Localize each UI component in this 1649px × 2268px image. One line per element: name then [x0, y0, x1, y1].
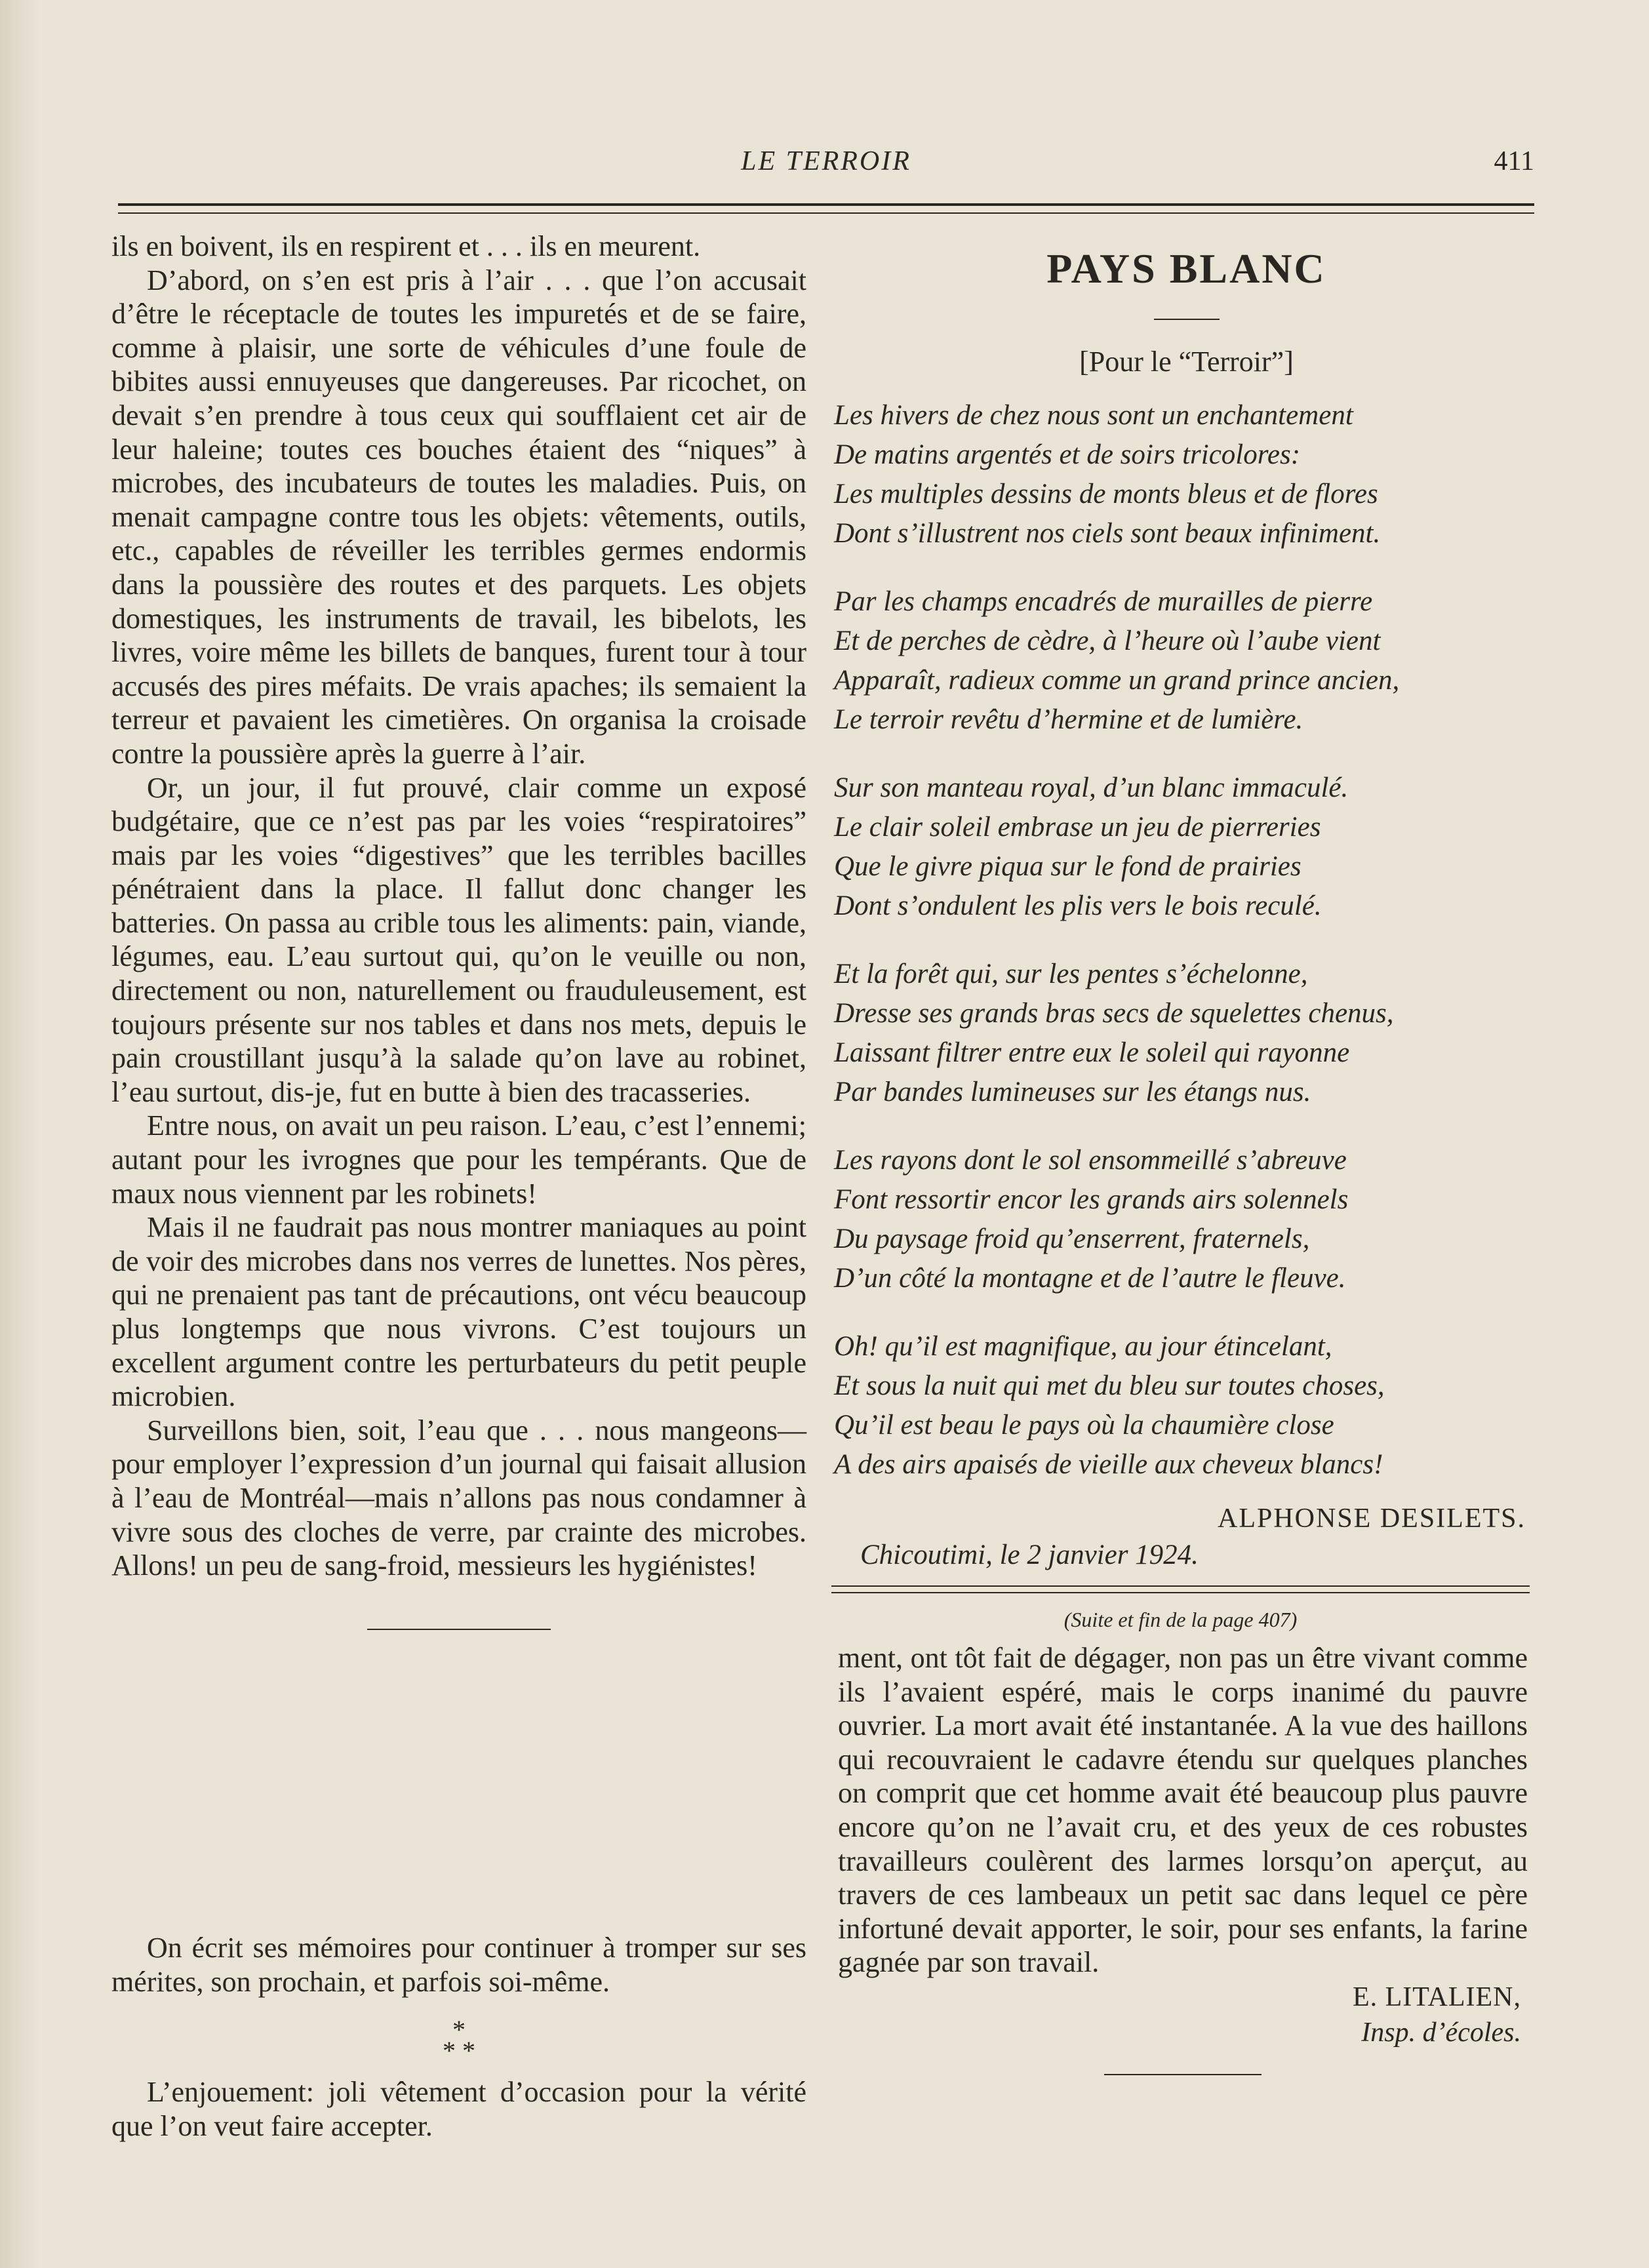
- verse-line: Le clair soleil embrase un jeu de pierreries: [834, 811, 1321, 843]
- verse-line: Le terroir revêtu d’hermine et de lumière.: [834, 704, 1303, 735]
- verse-line: Et la forêt qui, sur les pentes s’échelonne,: [834, 958, 1308, 989]
- stanza: [834, 582, 1539, 740]
- maxim: On écrit ses mémoires pour continuer à tromper sur ses mérites, son prochain, et parfois soi-même.: [111, 1932, 806, 1998]
- article-author-title: Insp. d’écoles.: [1361, 2017, 1521, 2048]
- paragraph: Surveillons bien, soit, l’eau que . . . nous mangeons—pour employer l’expression d’un journal qui faisait allusion à l’eau de Montréal—mais n’allons pas nous condamner à vivre sous des cloches de verre, par crainte des microbes. Allons! un peu de sang-froid, messieurs les hygiénistes!: [111, 1414, 806, 1582]
- verse-line: D’un côté la montagne et de l’autre le fleuve.: [834, 1262, 1346, 1294]
- verse-line: Oh! qu’il est magnifique, au jour étincelant,: [834, 1330, 1332, 1362]
- verse-line: Par les champs encadrés de murailles de pierre: [834, 586, 1373, 617]
- poem-place-date: Chicoutimi, le 2 janvier 1924.: [860, 1539, 1199, 1570]
- maxims-block-2: [111, 2075, 806, 2143]
- paragraph: Mais il ne faudrait pas nous montrer maniaques au point de voir des microbes dans nos verres de lunettes. Nos pères, qui ne prenaient pas tant de précautions, ont vécu beaucoup plus longtemps que nous vivrons. C’est toujours un excellent argument contre les perturbateurs du petit peuple microbien.: [111, 1211, 806, 1413]
- stanza: [834, 768, 1539, 926]
- verse-line: Dresse ses grands bras secs de squelettes chenus,: [834, 997, 1394, 1029]
- verse-line: Les rayons dont le sol ensommeillé s’abreuve: [834, 1144, 1347, 1176]
- continuation-article: [838, 1641, 1528, 2075]
- article-author: E. LITALIEN,: [1352, 1981, 1521, 2012]
- verse-line: Dont s’illustrent nos ciels sont beaux infiniment.: [834, 517, 1381, 549]
- verse-line: Dont s’ondulent les plis vers le bois reculé.: [834, 890, 1322, 921]
- page-number: 411: [1494, 146, 1534, 176]
- verse-line: Les multiples dessins de monts bleus et de flores: [834, 478, 1378, 509]
- paragraph: D’abord, on s’en est pris à l’air . . . que l’on accusait d’être le réceptacle de toutes les impuretés et de se faire, comme à plaisir, une sorte de véhicules d’une foule de bibites aussi ennuyeuses que dangereuses. Par ricochet, on devait s’en prendre à tous ceux qui soufflaient cet air de leur haleine; toutes ces bouches étaient des “niques” à microbes, des incubateurs de toutes les maladies. Puis, on menait campagne contre tous les objets: vêtements, outils, etc., capables de réveiller les terribles germes endormis dans la poussière des routes et des parquets. Les objets domestiques, les instruments de travail, les bibelots, les livres, voire même les billets de banques, furent tour à tour accusés des pires méfaits. De vrais apaches; ils semaient la terreur et pavaient les cimetières. On organisa la croisade contre la poussière après la guerre à l’air.: [111, 264, 806, 770]
- stanza: [834, 396, 1539, 553]
- left-column-article: [111, 229, 806, 1630]
- verse-line: De matins argentés et de soirs tricolores:: [834, 439, 1301, 470]
- stanza: [834, 955, 1539, 1112]
- verse-line: Laissant filtrer entre eux le soleil qui rayonne: [834, 1037, 1350, 1068]
- page-header: [118, 146, 1534, 185]
- poem-subtitle: [Pour le “Terroir”]: [1079, 346, 1294, 378]
- poem-title: PAYS BLANC: [1046, 245, 1326, 292]
- maxim: L’enjouement: joli vêtement d’occasion pour la vérité que l’on veut faire accepter.: [111, 2076, 806, 2142]
- section-divider: [367, 1629, 551, 1630]
- verse-line: A des airs apaisés de vieille aux cheveux blancs!: [834, 1448, 1383, 1480]
- verse-line: Et de perches de cèdre, à l’heure où l’aube vient: [834, 625, 1381, 656]
- stanza: [834, 1141, 1539, 1298]
- stanza: [834, 1327, 1539, 1484]
- verse-line: Apparaît, radieux comme un grand prince ancien,: [834, 664, 1400, 696]
- verse-line: Et sous la nuit qui met du bleu sur toutes choses,: [834, 1370, 1385, 1401]
- paragraph: ment, ont tôt fait de dégager, non pas un être vivant comme ils l’avaient espéré, mais le corps inanimé du pauvre ouvrier. La mort avait été instantanée. A la vue des haillons qui recouvraient le cadavre étendu sur quelques planches on comprit que cet homme avait été beaucoup plus pauvre encore qu’on ne l’avait cru, et des yeux de ces robustes travailleurs coulèrent des larmes lorsqu’on aperçut, au travers de ces lambeaux un petit sac dans lequel ce père infortuné devait apporter, le soir, pour ses enfants, la farine gagnée par son travail.: [838, 1642, 1528, 1979]
- verse-line: Que le givre piqua sur le fond de prairies: [834, 850, 1301, 882]
- verse-line: Qu’il est beau le pays où la chaumière close: [834, 1409, 1334, 1441]
- running-title: LE TERROIR: [741, 146, 911, 176]
- asterism-bottom: * *: [443, 2036, 475, 2065]
- asterism-top: *: [452, 2015, 466, 2044]
- continuation-rule: [831, 1585, 1530, 1593]
- verse-line: Par bandes lumineuses sur les étangs nus.: [834, 1076, 1311, 1107]
- end-rule: [1104, 2074, 1262, 2075]
- verse-line: Du paysage froid qu’enserrent, fraternels,: [834, 1223, 1310, 1254]
- verse-line: Sur son manteau royal, d’un blanc immaculé.: [834, 772, 1349, 803]
- paragraph: Or, un jour, il fut prouvé, clair comme un exposé budgétaire, que ce n’est pas par les voies “respiratoires” mais par les voies “digestives” que les terribles bacilles pénétraient dans la place. Il fallut donc changer les batteries. On passa au crible tous les aliments: pain, viande, légumes, eau. L’eau surtout qui, qu’on le veuille ou non, directement ou non, naturellement ou frauduleusement, est toujours présente sur nos tables et dans nos mets, depuis le pain croustillant jusqu’à la salade qu’on lave au robinet, l’eau surtout, dis-je, fut en butte à bien des tracasseries.: [111, 771, 806, 1108]
- header-rule: [118, 203, 1534, 214]
- title-rule: [1154, 319, 1220, 320]
- verse-line: Font ressortir encor les grands airs solennels: [834, 1184, 1349, 1215]
- poem-block: [834, 243, 1539, 1574]
- paragraph: ils en boivent, ils en respirent et . . . ils en meurent.: [111, 230, 701, 262]
- verse-line: Les hivers de chez nous sont un enchantement: [834, 399, 1353, 431]
- asterism: [393, 2015, 525, 2072]
- paragraph: Entre nous, on avait un peu raison. L’eau, c’est l’ennemi; autant pour les ivrognes que pour les tempérants. Que de maux nous viennent par les robinets!: [111, 1109, 806, 1210]
- maxims-block: [111, 1931, 806, 1999]
- page-edge-shadow: [0, 0, 39, 2268]
- poem-author: ALPHONSE DESILETS.: [1217, 1503, 1526, 1534]
- continuation-note: (Suite et fin de la page 407): [1063, 1608, 1298, 1631]
